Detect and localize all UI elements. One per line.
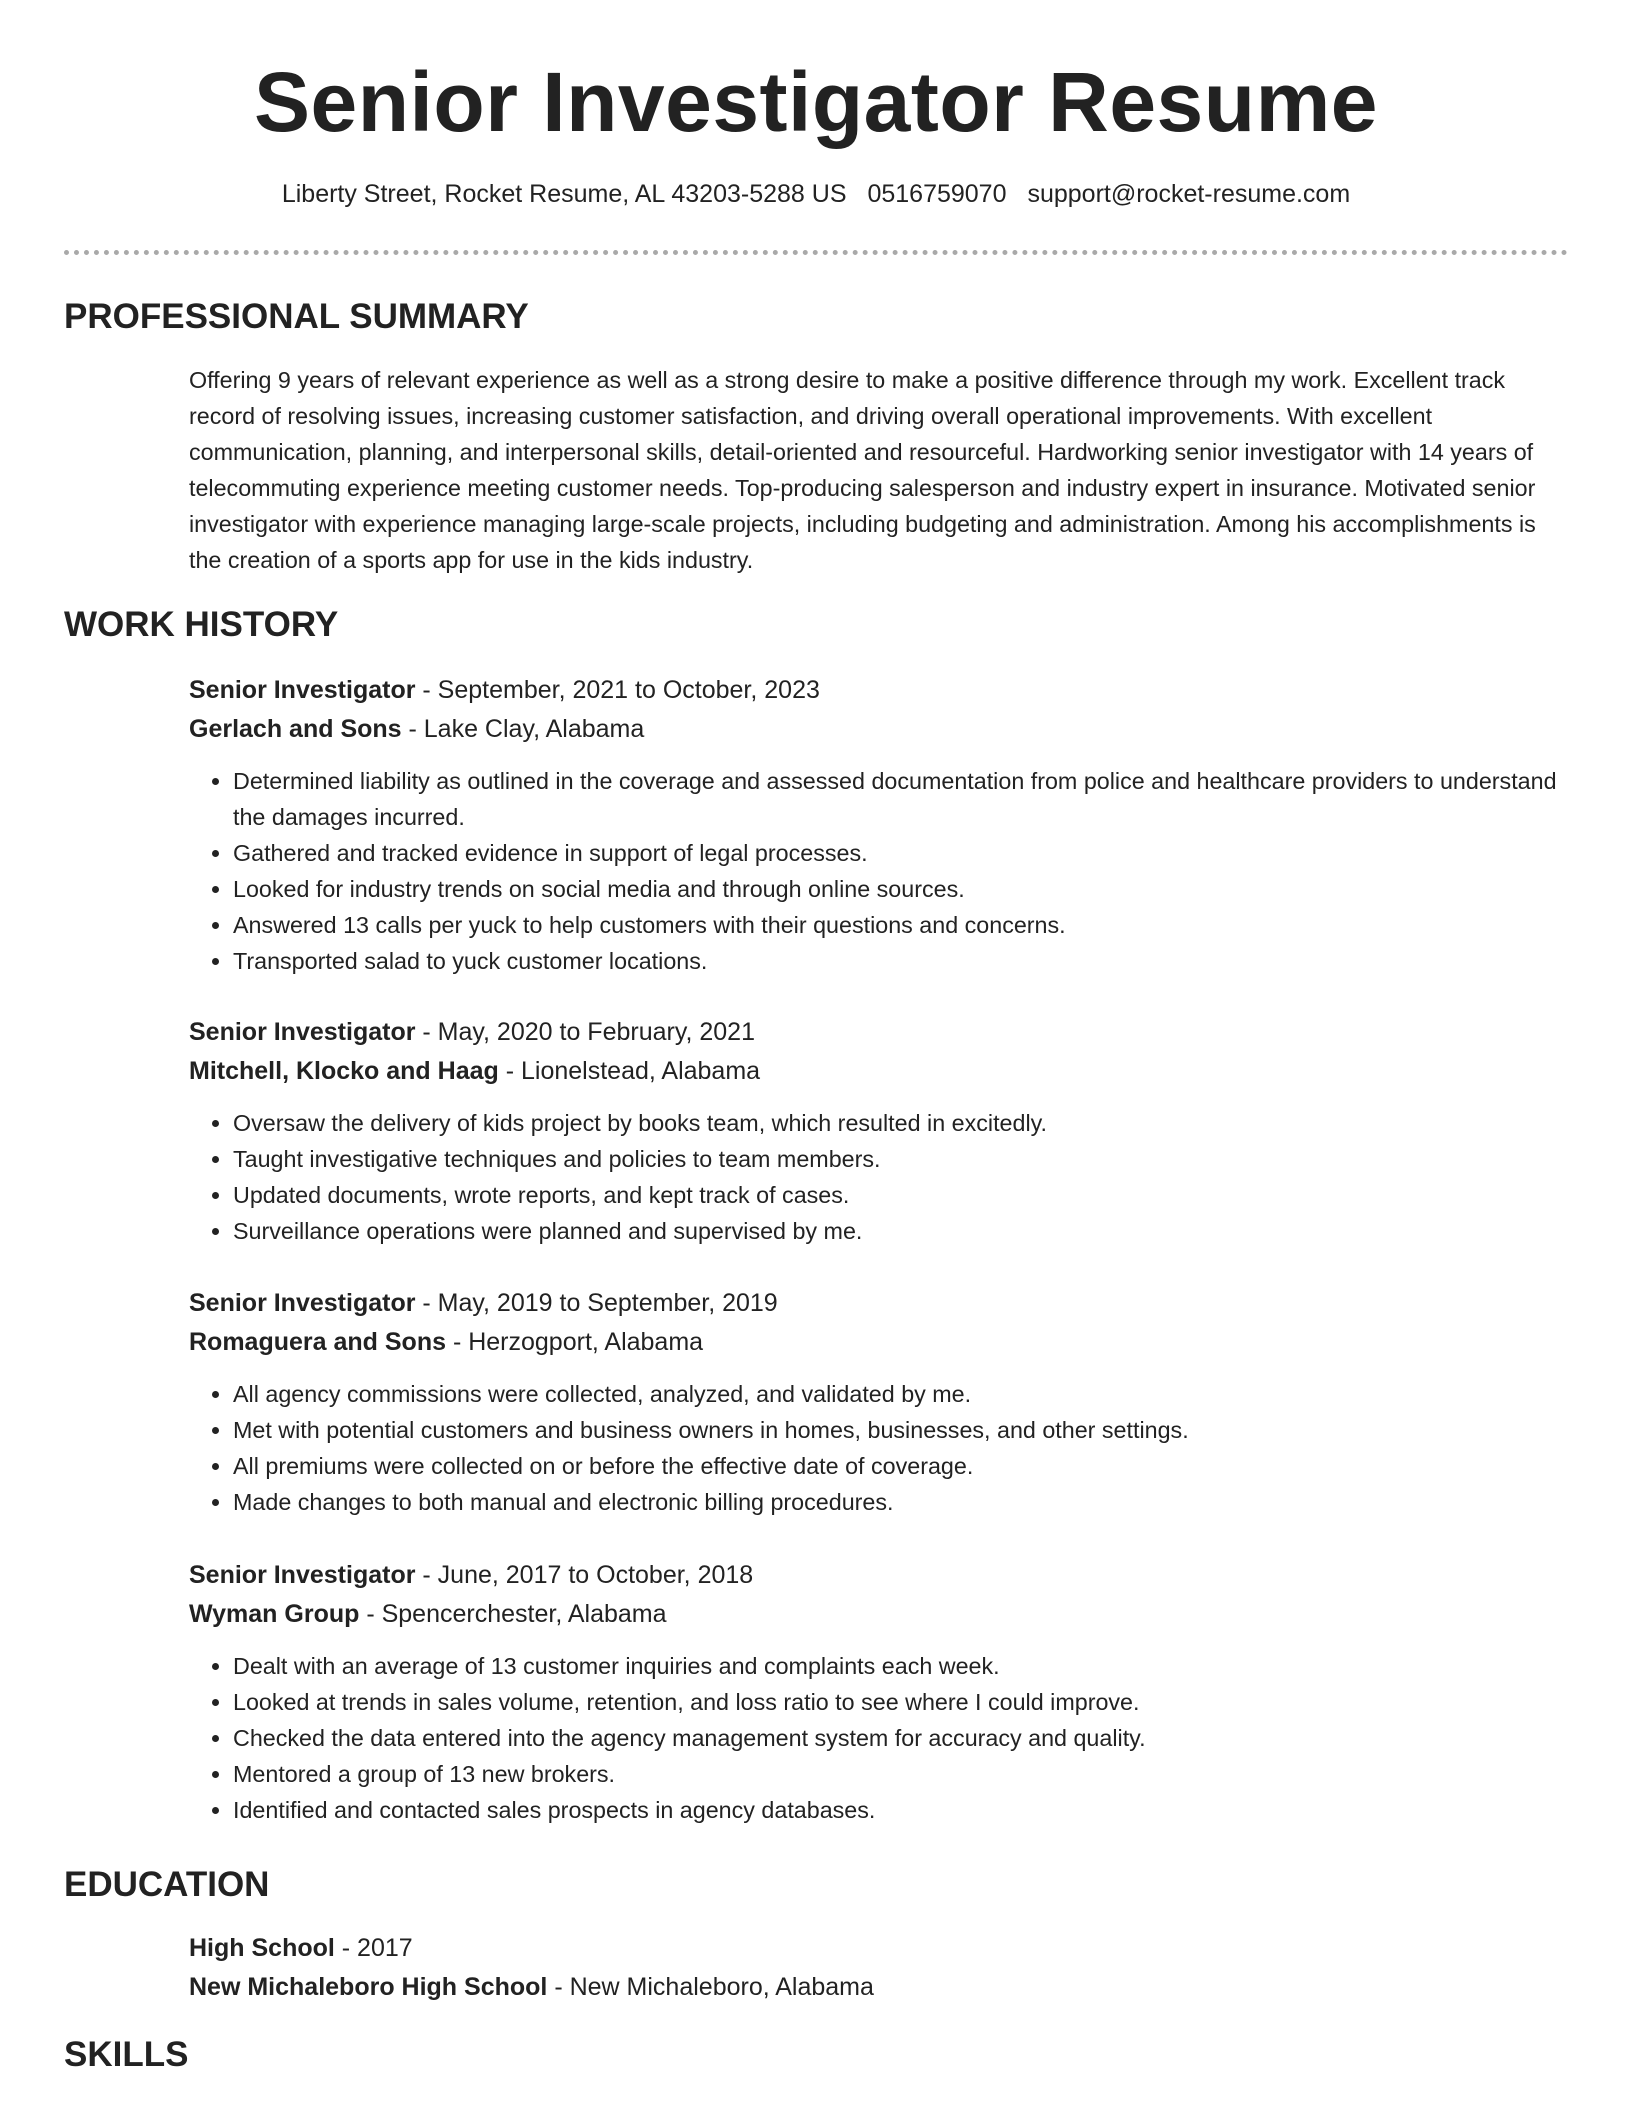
job-dates: - September, 2021 to October, 2023: [415, 676, 820, 704]
job-location: - Spencerchester, Alabama: [359, 1600, 667, 1628]
job-company-line: [189, 1052, 1569, 1091]
job-entry: [189, 671, 1569, 979]
resume-title: Senior Investigator Resume: [254, 55, 1378, 149]
contact-phone: 0516759070: [867, 180, 1007, 208]
job-role: Senior Investigator: [189, 1561, 416, 1589]
education-degree-line: [189, 1929, 1569, 1968]
job-role-line: [189, 1284, 1569, 1323]
summary-text: Offering 9 years of relevant experience as well as a strong desire to make a positive difference through my work. Excellent track record of resolving issues, increasing customer satisfaction, and driving overall operational improvements. With excellent communication, planning, and interpersonal skills, detail-oriented and resourceful. Hardworking senior investigator with 14 years of telecommuting experience meeting customer needs. Top-producing salesperson and industry expert in insurance. Motivated senior investigator with experience managing large-scale projects, including budgeting and administration. Among his accomplishments is the creation of a sports app for use in the kids industry.: [189, 367, 1536, 573]
contact-address: Liberty Street, Rocket Resume, AL 43203-5288 US: [281, 180, 847, 208]
education-heading: EDUCATION: [64, 1865, 270, 1904]
job-company: Mitchell, Klocko and Haag: [189, 1057, 499, 1085]
job-entry: [189, 1556, 1569, 1828]
job-bullet: • Made changes to both manual and electronic billing procedures.: [233, 1484, 1569, 1520]
job-role: Senior Investigator: [189, 676, 416, 704]
job-bullets: [189, 1648, 1569, 1828]
header-divider: [64, 250, 1568, 255]
job-bullets: [189, 763, 1569, 979]
job-bullet: • All agency commissions were collected, analyzed, and validated by me.: [233, 1376, 1569, 1412]
job-company-line: [189, 1595, 1569, 1634]
job-bullet: • Transported salad to yuck customer locations.: [233, 943, 1569, 979]
job-role-line: [189, 671, 1569, 710]
job-role-line: [189, 1556, 1569, 1595]
job-location: - Lake Clay, Alabama: [401, 715, 645, 743]
contact-line: [0, 178, 1632, 210]
job-bullets: [189, 1105, 1569, 1249]
job-bullet: • Gathered and tracked evidence in support of legal processes.: [233, 835, 1569, 871]
education-school: New Michaleboro High School: [189, 1973, 548, 2001]
job-company: Wyman Group: [189, 1600, 360, 1628]
contact-email: support@rocket-resume.com: [1027, 180, 1351, 208]
job-bullet: • Looked at trends in sales volume, retention, and loss ratio to see where I could improve.: [233, 1684, 1569, 1720]
job-bullet: • Looked for industry trends on social media and through online sources.: [233, 871, 1569, 907]
job-dates: - May, 2019 to September, 2019: [415, 1289, 778, 1317]
job-company: Romaguera and Sons: [189, 1328, 446, 1356]
job-entry: [189, 1013, 1569, 1249]
job-company: Gerlach and Sons: [189, 715, 402, 743]
education-degree: High School: [189, 1934, 335, 1962]
job-dates: - June, 2017 to October, 2018: [415, 1561, 754, 1589]
job-bullet: • All premiums were collected on or before the effective date of coverage.: [233, 1448, 1569, 1484]
education-entry: [189, 1929, 1569, 2007]
job-dates: - May, 2020 to February, 2021: [415, 1018, 755, 1046]
job-role: Senior Investigator: [189, 1018, 416, 1046]
job-entry: [189, 1284, 1569, 1520]
job-bullet: • Identified and contacted sales prospects in agency databases.: [233, 1792, 1569, 1828]
job-bullet: • Determined liability as outlined in the coverage and assessed documentation from police and healthcare providers to understand the damages incurred.: [233, 763, 1569, 835]
job-bullet: • Answered 13 calls per yuck to help customers with their questions and concerns.: [233, 907, 1569, 943]
job-bullets: [189, 1376, 1569, 1520]
work-history-heading: WORK HISTORY: [64, 605, 339, 644]
education-school-line: [189, 1968, 1569, 2007]
job-company-line: [189, 1323, 1569, 1362]
job-bullet: • Dealt with an average of 13 customer inquiries and complaints each week.: [233, 1648, 1569, 1684]
job-bullet: • Mentored a group of 13 new brokers.: [233, 1756, 1569, 1792]
education-location: - New Michaleboro, Alabama: [547, 1973, 874, 2001]
resume-header: [0, 52, 1632, 210]
summary-heading: PROFESSIONAL SUMMARY: [64, 297, 529, 336]
education-year: - 2017: [334, 1934, 413, 1962]
job-bullet: • Surveillance operations were planned and supervised by me.: [233, 1213, 1569, 1249]
job-bullet: • Checked the data entered into the agency management system for accuracy and quality.: [233, 1720, 1569, 1756]
job-role: Senior Investigator: [189, 1289, 416, 1317]
job-bullet: • Oversaw the delivery of kids project by books team, which resulted in excitedly.: [233, 1105, 1569, 1141]
job-bullet: • Taught investigative techniques and policies to team members.: [233, 1141, 1569, 1177]
job-company-line: [189, 710, 1569, 749]
job-bullet: • Updated documents, wrote reports, and kept track of cases.: [233, 1177, 1569, 1213]
job-role-line: [189, 1013, 1569, 1052]
job-bullet: • Met with potential customers and business owners in homes, businesses, and other settings.: [233, 1412, 1569, 1448]
job-location: - Lionelstead, Alabama: [498, 1057, 761, 1085]
skills-heading: SKILLS: [64, 2035, 189, 2074]
job-location: - Herzogport, Alabama: [446, 1328, 704, 1356]
